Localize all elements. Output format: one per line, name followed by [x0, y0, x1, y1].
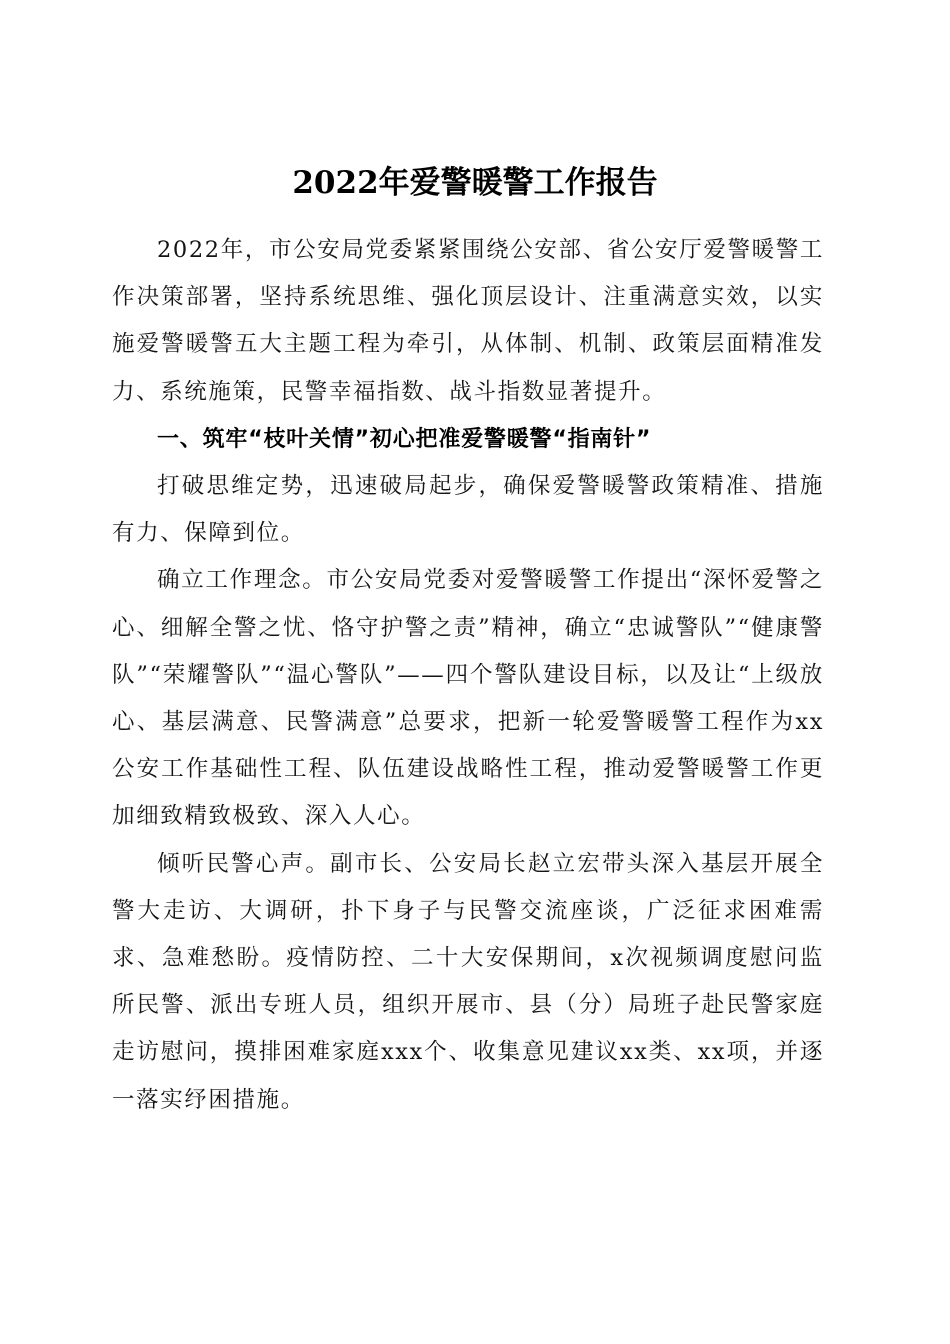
section-heading: 一、筑牢“枝叶关情”初心把准爱警暖警“指南针”: [157, 426, 652, 452]
document-title: 2022年爱警暖警工作报告: [292, 164, 658, 201]
section-paragraph: 打破思维定势，迅速破局起步，确保爱警暖警政策精准、措施有力、保障到位。: [112, 473, 824, 547]
document-body: [112, 227, 824, 1124]
section-paragraph: 倾听民警心声。副市长、公安局长赵立宏带头深入基层开展全警大走访、大调研，扑下身子与民警交流座谈，广泛征求困难需求、急难愁盼。疫情防控、二十大安保期间，x次视频调度慰问监所民警、派出专班人员，组织开展市、县（分）局班子赴民警家庭走访慰问，摸排困难家庭xxx个、收集意见建议xx类、xx项，并逐一落实纾困措施。: [112, 850, 824, 1113]
section-paragraph: 确立工作理念。市公安局党委对爱警暖警工作提出“深怀爱警之心、细解全警之忧、恪守护警之责”精神，确立“忠诚警队”“健康警队”“荣耀警队”“温心警队”——四个警队建设目标，以及让“上级放心、基层满意、民警满意”总要求，把新一轮爱警暖警工程作为xx公安工作基础性工程、队伍建设战略性工程，推动爱警暖警工作更加细致精致极致、深入人心。: [112, 567, 824, 830]
intro-paragraph: 2022年，市公安局党委紧紧围绕公安部、省公安厅爱警暖警工作决策部署，坚持系统思维、强化顶层设计、注重满意实效，以实施爱警暖警五大主题工程为牵引，从体制、机制、政策层面精准发力、系统施策，民警幸福指数、战斗指数显著提升。: [112, 237, 824, 405]
